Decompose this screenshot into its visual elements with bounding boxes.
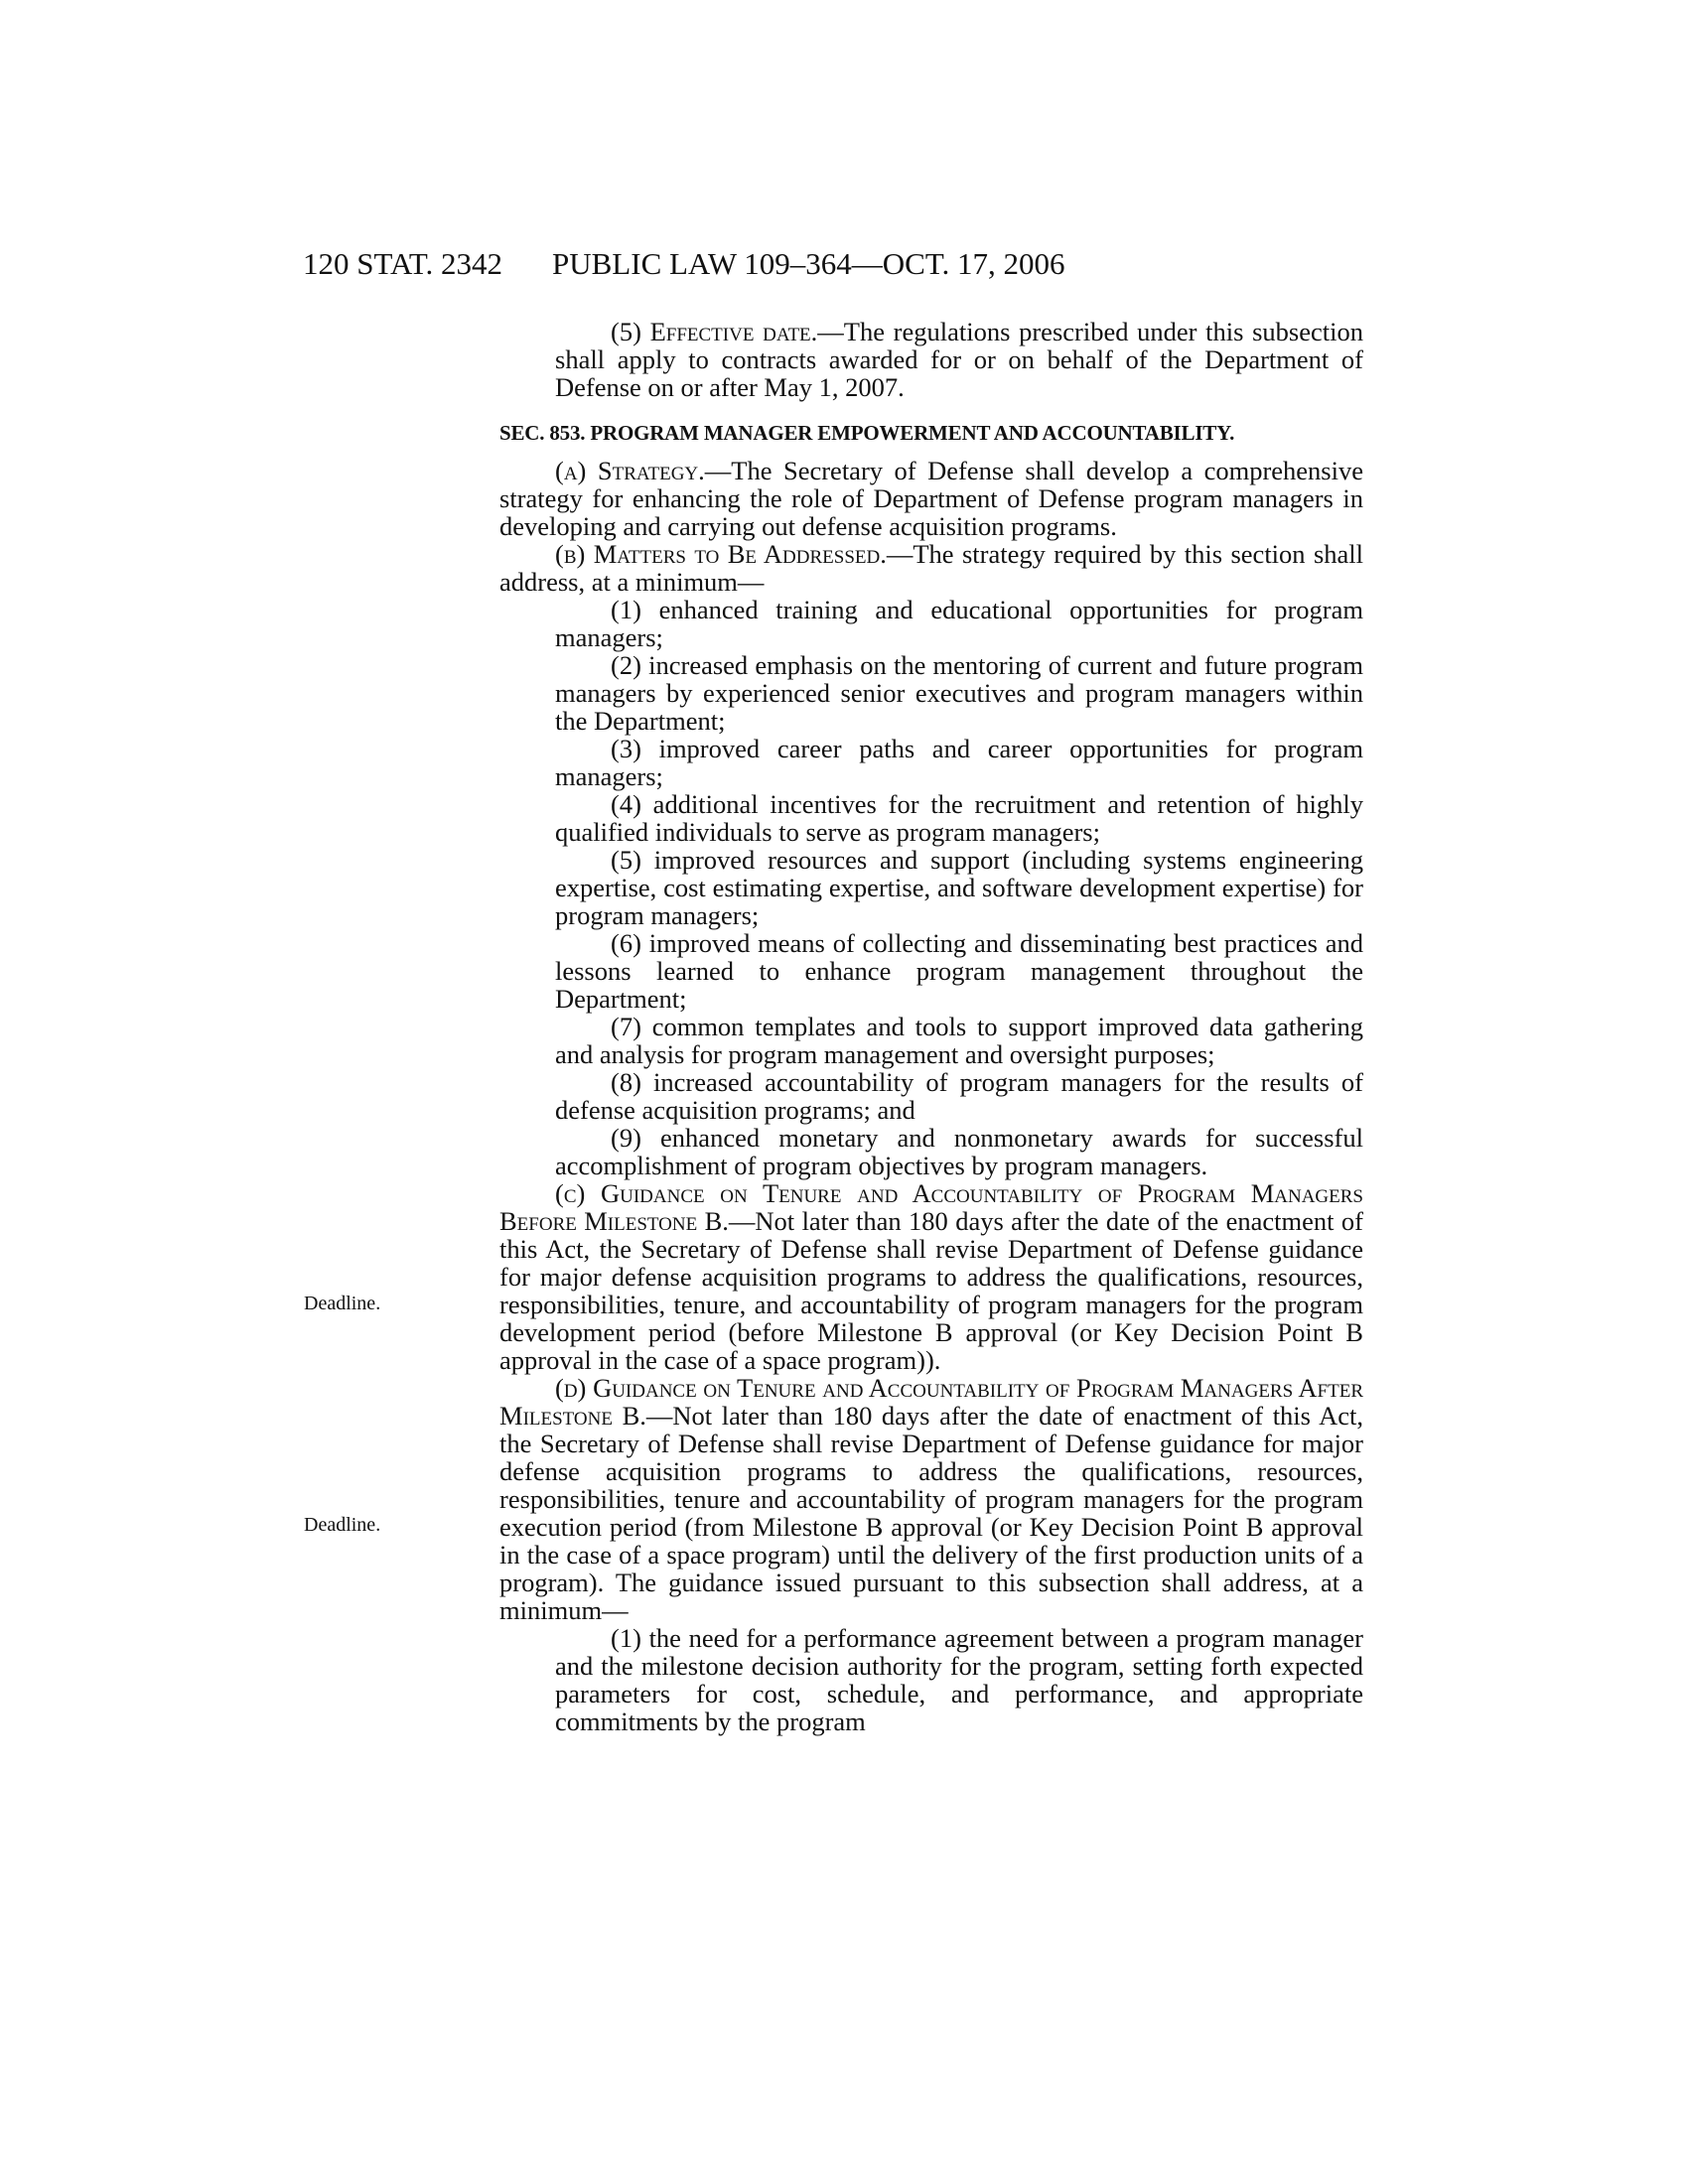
paragraph-guidance-before-milestone-b — [499, 1179, 1363, 1374]
paragraph-text: —The regulations prescribed under this subsection shall apply to contracts awarded for or on behalf of the Department of Defense on or after May 1, 2007. — [555, 317, 1363, 402]
paragraph-lead: (5) Effective date. — [611, 317, 818, 346]
paragraph-lead: (d) Guidance on Tenure and Accountability of Program Managers After Milestone B. — [499, 1373, 1363, 1431]
list-item: (8) increased accountability of program managers for the results of defense acquisition programs; and — [555, 1067, 1363, 1125]
list-item: (2) increased emphasis on the mentoring of current and future program managers by experienced senior executives and program managers within the Department; — [555, 650, 1363, 736]
margin-note-deadline: Deadline. — [304, 1293, 381, 1314]
statute-page-number: 120 STAT. 2342 — [303, 246, 503, 281]
paragraph-lead: (b) Matters to Be Addressed. — [555, 539, 887, 569]
paragraph-guidance-after-milestone-b — [499, 1374, 1363, 1624]
list-item: (5) improved resources and support (including systems engineering expertise, cost estimating expertise, and software development expertise) for program managers; — [555, 845, 1363, 930]
list-item: (9) enhanced monetary and nonmonetary awards for successful accomplishment of program objectives by program managers. — [555, 1123, 1363, 1180]
paragraph-effective-date — [499, 318, 1363, 401]
margin-note-deadline: Deadline. — [304, 1514, 381, 1536]
paragraph-lead: (a) Strategy. — [555, 456, 705, 485]
list-item: (4) additional incentives for the recruitment and retention of highly qualified individuals to serve as program managers; — [555, 789, 1363, 847]
section-heading: SEC. 853. PROGRAM MANAGER EMPOWERMENT AND ACCOUNTABILITY. — [499, 421, 1235, 445]
paragraph-text: —The Secretary of Defense shall develop a comprehensive strategy for enhancing the role of Department of Defense program managers in developing and carrying out defense acquisition programs. — [499, 456, 1363, 541]
list-item: (1) the need for a performance agreement between a program manager and the milestone decision authority for the program, setting forth expected parameters for cost, schedule, and performance, and appropriate commitments by the program — [555, 1623, 1363, 1736]
list-item: (3) improved career paths and career opportunities for program managers; — [555, 734, 1363, 791]
paragraph-text: —The strategy required by this section shall address, at a minimum— — [499, 539, 1363, 597]
paragraph-lead: (c) Guidance on Tenure and Accountability of Program Managers Before Milestone B. — [499, 1178, 1363, 1236]
paragraph-text: —Not later than 180 days after the date of enactment of this Act, the Secretary of Defense shall revise Department of Defense guidance for major defense acquisition programs to address the qualifications, resources, responsibilities, tenure and accountability of program managers for the program execution period (from Milestone B approval (or Key Decision Point B approval in the case of a space program) until the delivery of the first production units of a program). The guidance issued pursuant to this subsection shall address, at a minimum— — [499, 1401, 1363, 1625]
paragraph-matters — [499, 540, 1363, 596]
document-body — [499, 318, 1363, 1735]
page-header-title: PUBLIC LAW 109–364—OCT. 17, 2006 — [552, 246, 1065, 281]
list-item: (6) improved means of collecting and disseminating best practices and lessons learned to enhance program management throughout the Department; — [555, 928, 1363, 1014]
list-item: (1) enhanced training and educational opportunities for program managers; — [555, 595, 1363, 652]
list-item: (7) common templates and tools to support improved data gathering and analysis for program management and oversight purposes; — [555, 1012, 1363, 1069]
paragraph-strategy — [499, 457, 1363, 540]
paragraph-text: —Not later than 180 days after the date of the enactment of this Act, the Secretary of Defense shall revise Department of Defense guidance for major defense acquisition programs to address the qualifications, resources, responsibilities, tenure, and accountability of program managers for the program development period (before Milestone B approval (or Key Decision Point B approval in the case of a space program)). — [499, 1206, 1363, 1375]
